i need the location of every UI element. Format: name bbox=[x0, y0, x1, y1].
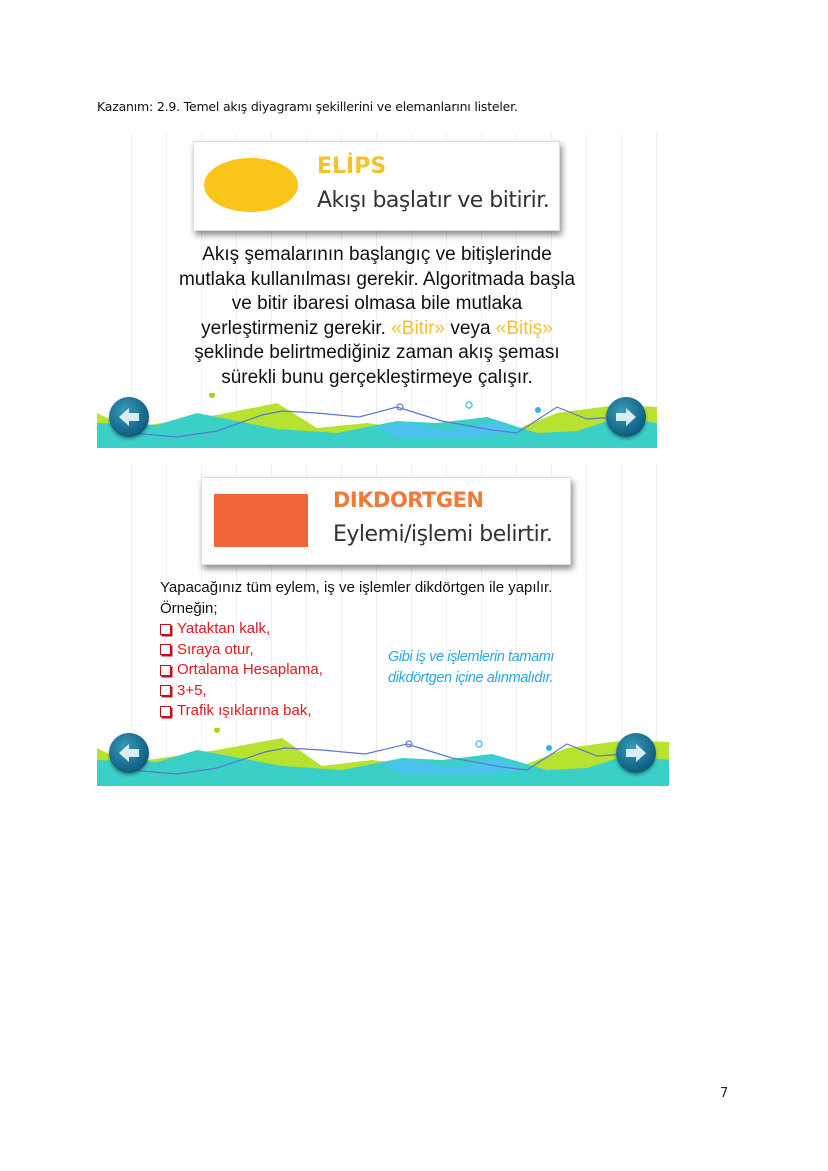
card-subtitle: Eylemi/işlemi belirtir. bbox=[333, 522, 553, 547]
card-subtitle: Akışı başlatır ve bitirir. bbox=[317, 188, 550, 213]
checkbox-bullet-icon bbox=[160, 706, 171, 717]
card-title: DIKDORTGEN bbox=[333, 488, 484, 512]
rectangle-shape bbox=[214, 494, 308, 547]
page-number: 7 bbox=[720, 1086, 729, 1101]
list-item-text: Sıraya otur, bbox=[177, 640, 254, 658]
ellipse-shape bbox=[204, 158, 298, 212]
list-item-text: Yataktan kalk, bbox=[177, 620, 271, 637]
text-line: şeklinde belirtmediğiniz zaman akış şeması bbox=[194, 342, 560, 363]
arrow-right-icon bbox=[614, 405, 638, 429]
text-line: mutlaka kullanılması gerekir. Algoritmada başla bbox=[178, 268, 576, 290]
checkbox-bullet-icon bbox=[160, 624, 171, 635]
text-line: sürekli bunu gerçekleştirmeye çalışır. bbox=[221, 366, 533, 388]
ellipse-card bbox=[193, 141, 560, 231]
arrow-right-icon bbox=[624, 741, 648, 765]
arrow-left-icon bbox=[117, 741, 141, 765]
text-span: veya bbox=[445, 317, 496, 339]
list-item-text: Ortalama Hesaplama, bbox=[177, 661, 323, 678]
slide-ellipse bbox=[97, 133, 657, 448]
text-line: ve bitir ibaresi olmasa bile mutlaka bbox=[231, 293, 523, 314]
learning-outcome: Kazanım: 2.9. Temel akış diyagramı şekillerini ve elemanlarını listeler. bbox=[97, 99, 518, 114]
list-item-text: 3+5, bbox=[177, 681, 207, 699]
example-label: Örneğin; bbox=[160, 599, 218, 617]
next-slide-button[interactable] bbox=[606, 397, 646, 437]
rectangle-card bbox=[201, 477, 571, 565]
card-title: ELİPS bbox=[317, 154, 387, 179]
checkbox-bullet-icon bbox=[160, 665, 171, 676]
checkbox-bullet-icon bbox=[160, 644, 171, 655]
text-line: Akış şemalarının başlangıç ve bitişlerinde bbox=[202, 244, 552, 265]
arrow-left-icon bbox=[117, 405, 141, 429]
prev-slide-button[interactable] bbox=[109, 733, 149, 773]
note-line: dikdörtgen içine alınmalıdır. bbox=[388, 670, 554, 686]
prev-slide-button[interactable] bbox=[109, 397, 149, 437]
list-item bbox=[160, 619, 552, 640]
slide-rectangle bbox=[97, 463, 669, 786]
list-item-text: Trafik ışıklarına bak, bbox=[177, 702, 312, 719]
intro-text: Yapacağınız tüm eylem, iş ve işlemler dikdörtgen ile yapılır. bbox=[160, 579, 553, 596]
highlight-bitis: «Bitiş» bbox=[495, 317, 553, 339]
next-slide-button[interactable] bbox=[616, 733, 656, 773]
highlight-bitir: «Bitir» bbox=[391, 317, 446, 339]
checkbox-bullet-icon bbox=[160, 685, 171, 696]
note-text bbox=[388, 647, 554, 689]
text-line bbox=[137, 317, 617, 342]
decorative-wave bbox=[97, 728, 669, 786]
ellipse-description bbox=[137, 243, 617, 390]
text-span: yerleştirmeniz gerekir. bbox=[201, 317, 392, 339]
note-line: Gibi iş ve işlemlerin tamamı bbox=[388, 649, 555, 665]
list-item bbox=[160, 701, 552, 722]
decorative-wave bbox=[97, 393, 657, 448]
